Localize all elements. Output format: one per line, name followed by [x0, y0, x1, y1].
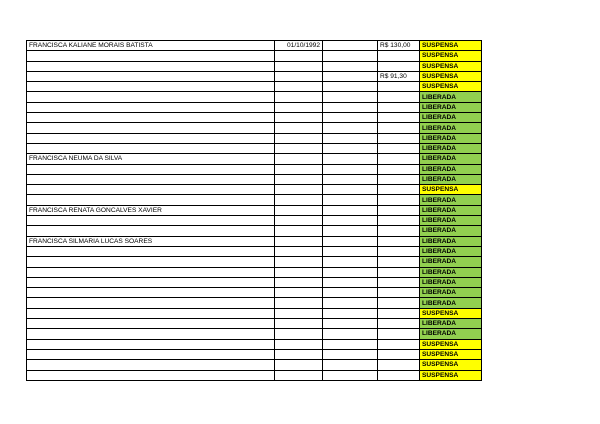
value-cell: [378, 102, 420, 112]
date-cell: [275, 195, 323, 205]
table-row: [27, 329, 482, 339]
id-cell: [323, 257, 378, 267]
table-row: [27, 360, 482, 370]
id-cell: [323, 154, 378, 164]
date-cell: [275, 113, 323, 123]
table-row: [27, 51, 482, 61]
date-cell: [275, 205, 323, 215]
status-cell: LIBERADA: [420, 246, 482, 256]
value-cell: [378, 288, 420, 298]
value-cell: [378, 216, 420, 226]
name-cell: [27, 349, 275, 359]
status-cell: LIBERADA: [420, 113, 482, 123]
name-cell: [27, 113, 275, 123]
date-cell: [275, 288, 323, 298]
value-cell: [378, 174, 420, 184]
status-cell: LIBERADA: [420, 123, 482, 133]
name-cell: [27, 329, 275, 339]
id-cell: [323, 298, 378, 308]
name-cell: [27, 246, 275, 256]
table-row: [27, 82, 482, 92]
table-row: [27, 41, 482, 51]
date-cell: [275, 102, 323, 112]
date-cell: [275, 360, 323, 370]
value-cell: R$ 130,00: [378, 41, 420, 51]
id-cell: [323, 288, 378, 298]
id-cell: [323, 123, 378, 133]
status-cell: LIBERADA: [420, 205, 482, 215]
table-row: [27, 102, 482, 112]
table-row: [27, 174, 482, 184]
id-cell: [323, 82, 378, 92]
status-cell: LIBERADA: [420, 195, 482, 205]
name-cell: [27, 185, 275, 195]
id-cell: [323, 92, 378, 102]
date-cell: [275, 319, 323, 329]
date-cell: [275, 216, 323, 226]
table-row: [27, 236, 482, 246]
date-cell: [275, 164, 323, 174]
status-cell: LIBERADA: [420, 319, 482, 329]
date-cell: 01/10/1992: [275, 41, 323, 51]
id-cell: [323, 143, 378, 153]
id-cell: [323, 339, 378, 349]
table-row: [27, 308, 482, 318]
date-cell: [275, 349, 323, 359]
status-cell: SUSPENSA: [420, 185, 482, 195]
id-cell: [323, 205, 378, 215]
table-row: [27, 246, 482, 256]
spreadsheet-table: [26, 40, 482, 381]
value-cell: [378, 349, 420, 359]
date-cell: [275, 329, 323, 339]
value-cell: [378, 236, 420, 246]
id-cell: [323, 349, 378, 359]
table-row: [27, 71, 482, 81]
table-row: [27, 277, 482, 287]
name-cell: [27, 133, 275, 143]
value-cell: [378, 298, 420, 308]
table-row: [27, 195, 482, 205]
name-cell: [27, 164, 275, 174]
date-cell: [275, 51, 323, 61]
name-cell: [27, 102, 275, 112]
date-cell: [275, 143, 323, 153]
status-cell: LIBERADA: [420, 277, 482, 287]
value-cell: [378, 339, 420, 349]
date-cell: [275, 257, 323, 267]
id-cell: [323, 164, 378, 174]
status-cell: LIBERADA: [420, 133, 482, 143]
name-cell: [27, 82, 275, 92]
name-cell: [27, 174, 275, 184]
value-cell: [378, 185, 420, 195]
date-cell: [275, 154, 323, 164]
value-cell: [378, 246, 420, 256]
value-cell: [378, 164, 420, 174]
status-cell: SUSPENSA: [420, 61, 482, 71]
name-cell: [27, 123, 275, 133]
table-row: [27, 92, 482, 102]
status-cell: LIBERADA: [420, 329, 482, 339]
id-cell: [323, 61, 378, 71]
status-cell: SUSPENSA: [420, 370, 482, 380]
id-cell: [323, 174, 378, 184]
id-cell: [323, 360, 378, 370]
status-cell: LIBERADA: [420, 216, 482, 226]
table-row: [27, 113, 482, 123]
name-cell: [27, 51, 275, 61]
value-cell: [378, 205, 420, 215]
id-cell: [323, 113, 378, 123]
value-cell: [378, 308, 420, 318]
id-cell: [323, 102, 378, 112]
name-cell: [27, 308, 275, 318]
name-cell: [27, 267, 275, 277]
value-cell: [378, 360, 420, 370]
table-row: [27, 154, 482, 164]
value-cell: [378, 226, 420, 236]
id-cell: [323, 319, 378, 329]
value-cell: [378, 82, 420, 92]
table-row: [27, 205, 482, 215]
date-cell: [275, 71, 323, 81]
id-cell: [323, 195, 378, 205]
value-cell: [378, 370, 420, 380]
table-row: [27, 133, 482, 143]
name-cell: [27, 298, 275, 308]
id-cell: [323, 133, 378, 143]
date-cell: [275, 339, 323, 349]
name-cell: [27, 370, 275, 380]
status-cell: LIBERADA: [420, 154, 482, 164]
value-cell: [378, 51, 420, 61]
table-row: [27, 164, 482, 174]
table-row: [27, 143, 482, 153]
id-cell: [323, 370, 378, 380]
date-cell: [275, 298, 323, 308]
date-cell: [275, 236, 323, 246]
value-cell: [378, 143, 420, 153]
value-cell: [378, 319, 420, 329]
name-cell: [27, 226, 275, 236]
status-cell: SUSPENSA: [420, 51, 482, 61]
table-row: [27, 185, 482, 195]
status-cell: LIBERADA: [420, 226, 482, 236]
value-cell: [378, 92, 420, 102]
date-cell: [275, 185, 323, 195]
name-cell: [27, 288, 275, 298]
status-cell: LIBERADA: [420, 164, 482, 174]
status-cell: LIBERADA: [420, 102, 482, 112]
name-cell: [27, 71, 275, 81]
id-cell: [323, 329, 378, 339]
table-row: [27, 257, 482, 267]
name-cell: FRANCISCA SILMARIA LUCAS SOARES: [27, 236, 275, 246]
table-row: [27, 339, 482, 349]
table-body: [27, 41, 482, 381]
value-cell: [378, 123, 420, 133]
name-cell: FRANCISCA RENATA GONCALVES XAVIER: [27, 205, 275, 215]
status-cell: LIBERADA: [420, 288, 482, 298]
name-cell: [27, 143, 275, 153]
table-row: [27, 298, 482, 308]
id-cell: [323, 226, 378, 236]
value-cell: [378, 195, 420, 205]
table-row: [27, 61, 482, 71]
status-cell: SUSPENSA: [420, 360, 482, 370]
table-row: [27, 319, 482, 329]
status-cell: LIBERADA: [420, 267, 482, 277]
id-cell: [323, 236, 378, 246]
name-cell: [27, 257, 275, 267]
date-cell: [275, 92, 323, 102]
name-cell: FRANCISCA KALIANE MORAIS BATISTA: [27, 41, 275, 51]
value-cell: [378, 277, 420, 287]
table-row: [27, 288, 482, 298]
id-cell: [323, 51, 378, 61]
table-row: [27, 349, 482, 359]
status-cell: LIBERADA: [420, 143, 482, 153]
status-cell: LIBERADA: [420, 257, 482, 267]
date-cell: [275, 61, 323, 71]
id-cell: [323, 71, 378, 81]
date-cell: [275, 133, 323, 143]
status-cell: SUSPENSA: [420, 308, 482, 318]
status-cell: LIBERADA: [420, 174, 482, 184]
status-cell: SUSPENSA: [420, 71, 482, 81]
date-cell: [275, 267, 323, 277]
date-cell: [275, 277, 323, 287]
id-cell: [323, 216, 378, 226]
value-cell: [378, 133, 420, 143]
date-cell: [275, 370, 323, 380]
status-cell: LIBERADA: [420, 236, 482, 246]
status-cell: SUSPENSA: [420, 82, 482, 92]
name-cell: [27, 92, 275, 102]
table-row: [27, 370, 482, 380]
id-cell: [323, 308, 378, 318]
status-cell: SUSPENSA: [420, 349, 482, 359]
name-cell: [27, 195, 275, 205]
id-cell: [323, 267, 378, 277]
date-cell: [275, 246, 323, 256]
name-cell: [27, 216, 275, 226]
status-cell: SUSPENSA: [420, 339, 482, 349]
table-row: [27, 226, 482, 236]
value-cell: [378, 154, 420, 164]
status-cell: LIBERADA: [420, 298, 482, 308]
value-cell: [378, 257, 420, 267]
date-cell: [275, 226, 323, 236]
id-cell: [323, 246, 378, 256]
date-cell: [275, 123, 323, 133]
name-cell: [27, 277, 275, 287]
value-cell: [378, 113, 420, 123]
status-cell: SUSPENSA: [420, 41, 482, 51]
date-cell: [275, 308, 323, 318]
table-row: [27, 267, 482, 277]
status-cell: LIBERADA: [420, 92, 482, 102]
name-cell: [27, 319, 275, 329]
name-cell: [27, 61, 275, 71]
id-cell: [323, 185, 378, 195]
value-cell: R$ 91,30: [378, 71, 420, 81]
date-cell: [275, 174, 323, 184]
value-cell: [378, 61, 420, 71]
table-row: [27, 123, 482, 133]
name-cell: [27, 360, 275, 370]
date-cell: [275, 82, 323, 92]
value-cell: [378, 267, 420, 277]
value-cell: [378, 329, 420, 339]
name-cell: [27, 339, 275, 349]
id-cell: [323, 277, 378, 287]
id-cell: [323, 41, 378, 51]
table-row: [27, 216, 482, 226]
name-cell: FRANCISCA NEUMA DA SILVA: [27, 154, 275, 164]
